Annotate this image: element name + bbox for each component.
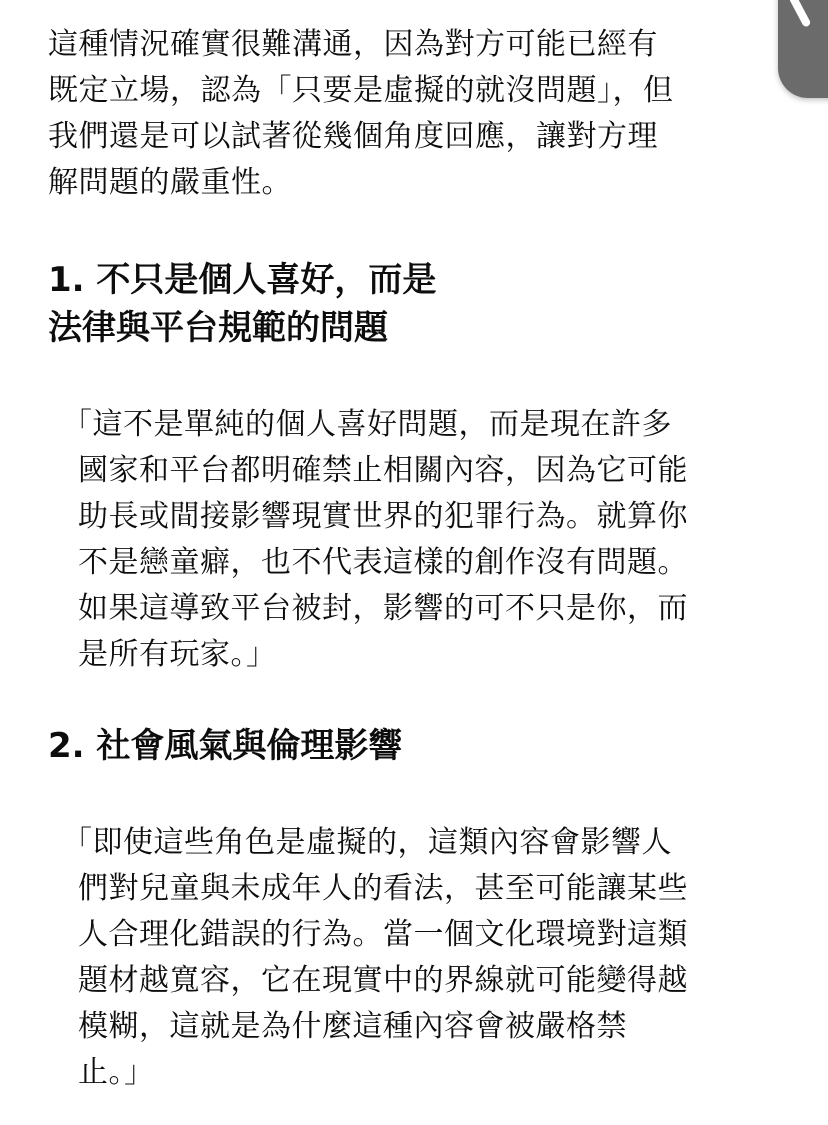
back-chevron-icon xyxy=(788,0,811,28)
message-body xyxy=(48,0,760,1096)
section-heading-2: 2. 社會風氣與倫理影響 xyxy=(48,726,403,766)
section-quote-1: 「這不是單純的個人喜好問題，而是現在許多 國家和平台都明確禁止相關內容，因為它可能 助長或間接影響現實世界的犯罪行為。就算你 不是戀童癖，也不代表這樣的創作沒有問題。 如果這導致平台被封，影響的可不只是你，而 是所有玩家。」 xyxy=(62,407,688,672)
section-quote-2: 「即使這些角色是虛擬的，這類內容會影響人 們對兒童與未成年人的看法，甚至可能讓某些 人合理化錯誤的行為。當一個文化環境對這類 題材越寬容，它在現實中的界線就可能變得越 模糊，這就是為什麼這種內容會被嚴格禁 止。」 xyxy=(62,825,688,1090)
floating-back-tab[interactable] xyxy=(778,0,828,98)
intro-paragraph: 這種情況確實很難溝通，因為對方可能已經有 既定立場，認為「只要是虛擬的就沒問題」，但 我們還是可以試著從幾個角度回應，讓對方理 解問題的嚴重性。 xyxy=(48,27,674,200)
section-heading-1: 1. 不只是個人喜好，而是 法律與平台規範的問題 xyxy=(48,260,437,348)
